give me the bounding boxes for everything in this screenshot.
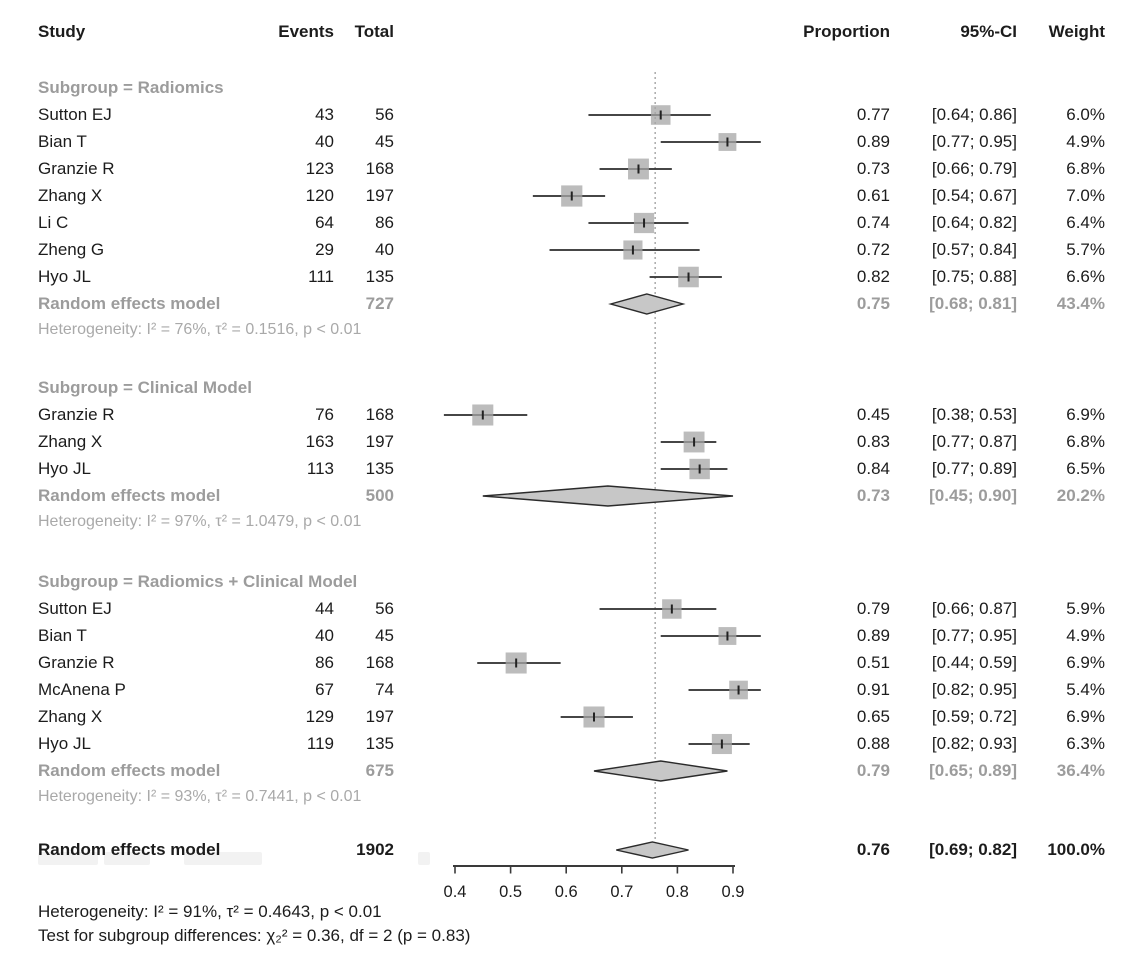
events-value: 44 [315, 599, 334, 618]
study-name: Granzie R [38, 159, 115, 178]
pooled-label: Random effects model [38, 294, 221, 313]
weight-value: 6.3% [1066, 734, 1105, 753]
overall-label: Random effects model [38, 840, 221, 859]
heterogeneity-note: Heterogeneity: I² = 93%, τ² = 0.7441, p < 0.01 [38, 788, 362, 805]
ci-value: [0.66; 0.87] [931, 599, 1017, 618]
estimate-square [628, 159, 649, 180]
pooled-proportion: 0.75 [856, 294, 890, 313]
events-value: 119 [306, 734, 334, 753]
pooled-total: 500 [365, 486, 394, 505]
events-value: 76 [315, 405, 334, 424]
study-name: Zhang X [38, 186, 103, 205]
total-value: 168 [365, 653, 394, 672]
study-name: Hyo JL [38, 267, 91, 286]
proportion-value: 0.89 [856, 626, 890, 645]
total-value: 45 [375, 626, 394, 645]
pooled-diamond [616, 842, 688, 858]
pooled-diamond [594, 761, 727, 781]
proportion-value: 0.77 [856, 105, 890, 124]
total-value: 45 [375, 132, 394, 151]
study-name: Granzie R [38, 653, 115, 672]
study-name: Sutton EJ [38, 105, 112, 124]
events-value: 113 [306, 459, 334, 478]
estimate-square [678, 267, 699, 288]
axis-tick-label: 0.6 [554, 883, 578, 901]
pooled-total: 675 [365, 761, 394, 780]
weight-value: 6.9% [1066, 405, 1105, 424]
study-name: Zheng G [38, 240, 105, 259]
estimate-marker [721, 740, 723, 749]
column-header-total: Total [354, 22, 394, 41]
pooled-ci: [0.68; 0.81] [929, 294, 1017, 313]
estimate-square [719, 133, 737, 151]
estimate-marker [593, 713, 595, 722]
ci-value: [0.82; 0.93] [931, 734, 1017, 753]
ci-value: [0.66; 0.79] [931, 159, 1017, 178]
estimate-square [684, 432, 705, 453]
proportion-value: 0.74 [856, 213, 890, 232]
estimate-square [651, 105, 671, 125]
ci-value: [0.77; 0.95] [931, 132, 1017, 151]
total-value: 74 [375, 680, 394, 699]
estimate-marker [726, 138, 728, 147]
study-name: Sutton EJ [38, 599, 112, 618]
weight-value: 6.8% [1066, 159, 1105, 178]
axis-tick-label: 0.5 [499, 883, 523, 901]
weight-value: 6.0% [1066, 105, 1105, 124]
ci-value: [0.57; 0.84] [931, 240, 1017, 259]
total-value: 168 [365, 405, 394, 424]
estimate-square [634, 213, 654, 233]
estimate-marker [482, 411, 484, 420]
study-name: Granzie R [38, 405, 115, 424]
weight-value: 6.6% [1066, 267, 1105, 286]
estimate-marker [571, 192, 573, 201]
estimate-marker [738, 686, 740, 695]
ci-value: [0.75; 0.88] [931, 267, 1017, 286]
pooled-proportion: 0.73 [856, 486, 890, 505]
proportion-value: 0.73 [856, 159, 890, 178]
estimate-square [729, 681, 748, 700]
pooled-ci: [0.45; 0.90] [929, 486, 1017, 505]
ci-value: [0.82; 0.95] [931, 680, 1017, 699]
proportion-value: 0.83 [856, 432, 890, 451]
column-header-weight: Weight [1048, 22, 1105, 41]
total-value: 135 [365, 459, 394, 478]
pooled-total: 727 [365, 294, 394, 313]
events-value: 67 [315, 680, 334, 699]
study-name: McAnena P [38, 680, 126, 699]
pooled-diamond [611, 294, 683, 314]
events-value: 40 [315, 132, 334, 151]
total-value: 197 [365, 432, 394, 451]
overall-ci: [0.69; 0.82] [929, 840, 1017, 859]
ci-value: [0.44; 0.59] [931, 653, 1017, 672]
weight-value: 5.4% [1066, 680, 1105, 699]
subgroup-header: Subgroup = Radiomics + Clinical Model [38, 572, 358, 591]
ci-value: [0.64; 0.86] [931, 105, 1017, 124]
axis-tick-label: 0.9 [721, 883, 745, 901]
axis-tick-label: 0.7 [610, 883, 634, 901]
estimate-square [719, 627, 737, 645]
proportion-value: 0.65 [856, 707, 890, 726]
ci-value: [0.54; 0.67] [931, 186, 1017, 205]
ghost-artifact [418, 852, 430, 865]
events-value: 29 [315, 240, 334, 259]
pooled-label: Random effects model [38, 486, 221, 505]
events-value: 163 [305, 432, 334, 451]
study-name: Zhang X [38, 432, 103, 451]
study-name: Bian T [38, 132, 87, 151]
proportion-value: 0.91 [856, 680, 890, 699]
estimate-square [712, 734, 732, 754]
pooled-weight: 43.4% [1056, 294, 1105, 313]
total-value: 135 [365, 267, 394, 286]
ci-value: [0.77; 0.95] [931, 626, 1017, 645]
ci-value: [0.64; 0.82] [931, 213, 1017, 232]
column-header-study: Study [38, 22, 86, 41]
total-value: 40 [375, 240, 394, 259]
total-value: 56 [375, 599, 394, 618]
proportion-value: 0.88 [856, 734, 890, 753]
estimate-square [506, 652, 527, 673]
weight-value: 6.9% [1066, 653, 1105, 672]
study-name: Li C [38, 213, 69, 232]
pooled-weight: 36.4% [1056, 761, 1105, 780]
subgroup-header: Subgroup = Radiomics [38, 78, 224, 97]
estimate-marker [632, 246, 634, 255]
proportion-value: 0.45 [856, 405, 890, 424]
estimate-marker [693, 438, 695, 447]
weight-value: 6.9% [1066, 707, 1105, 726]
estimate-square [662, 599, 681, 618]
weight-value: 4.9% [1066, 626, 1105, 645]
axis-tick-label: 0.4 [443, 883, 467, 901]
pooled-diamond [483, 486, 733, 506]
estimate-marker [637, 165, 639, 174]
estimate-marker [726, 632, 728, 641]
pooled-ci: [0.65; 0.89] [929, 761, 1017, 780]
ci-value: [0.38; 0.53] [931, 405, 1017, 424]
ghost-artifact [104, 852, 150, 865]
pooled-label: Random effects model [38, 761, 221, 780]
estimate-square [472, 404, 493, 425]
events-value: 123 [305, 159, 334, 178]
estimate-marker [515, 659, 517, 668]
total-value: 197 [365, 707, 394, 726]
weight-value: 4.9% [1066, 132, 1105, 151]
study-name: Bian T [38, 626, 87, 645]
estimate-square [561, 185, 582, 206]
ci-value: [0.77; 0.87] [931, 432, 1017, 451]
study-name: Hyo JL [38, 459, 91, 478]
heterogeneity-note: Heterogeneity: I² = 76%, τ² = 0.1516, p < 0.01 [38, 321, 362, 338]
estimate-square [623, 240, 642, 259]
total-value: 56 [375, 105, 394, 124]
events-value: 111 [308, 267, 334, 286]
proportion-value: 0.84 [856, 459, 890, 478]
events-value: 129 [305, 707, 334, 726]
weight-value: 6.8% [1066, 432, 1105, 451]
pooled-proportion: 0.79 [856, 761, 890, 780]
study-name: Hyo JL [38, 734, 91, 753]
overall-weight: 100.0% [1047, 840, 1105, 859]
weight-value: 6.5% [1066, 459, 1105, 478]
footnote-heterogeneity: Heterogeneity: I² = 91%, τ² = 0.4643, p < 0.01 [38, 902, 382, 921]
estimate-marker [671, 605, 673, 614]
weight-value: 6.4% [1066, 213, 1105, 232]
total-value: 197 [365, 186, 394, 205]
total-value: 168 [365, 159, 394, 178]
pooled-weight: 20.2% [1056, 486, 1105, 505]
weight-value: 7.0% [1066, 186, 1105, 205]
weight-value: 5.9% [1066, 599, 1105, 618]
column-header-proportion: Proportion [803, 22, 890, 41]
events-value: 64 [315, 213, 334, 232]
proportion-value: 0.72 [856, 240, 890, 259]
overall-total: 1902 [356, 840, 394, 859]
events-value: 120 [305, 186, 334, 205]
events-value: 40 [315, 626, 334, 645]
ghost-artifact [184, 852, 262, 865]
events-value: 43 [315, 105, 334, 124]
column-header-ci: 95%-CI [960, 22, 1017, 41]
proportion-value: 0.61 [856, 186, 890, 205]
proportion-value: 0.79 [856, 599, 890, 618]
study-name: Zhang X [38, 707, 103, 726]
proportion-value: 0.82 [856, 267, 890, 286]
proportion-value: 0.51 [856, 653, 890, 672]
estimate-square [689, 459, 709, 479]
estimate-marker [699, 465, 701, 474]
column-header-events: Events [278, 22, 334, 41]
weight-value: 5.7% [1066, 240, 1105, 259]
total-value: 86 [375, 213, 394, 232]
ci-value: [0.59; 0.72] [931, 707, 1017, 726]
axis-tick-label: 0.8 [665, 883, 689, 901]
ci-value: [0.77; 0.89] [931, 459, 1017, 478]
estimate-marker [688, 273, 690, 282]
estimate-square [583, 706, 604, 727]
events-value: 86 [315, 653, 334, 672]
subgroup-header: Subgroup = Clinical Model [38, 378, 252, 397]
estimate-marker [643, 219, 645, 228]
heterogeneity-note: Heterogeneity: I² = 97%, τ² = 1.0479, p < 0.01 [38, 513, 362, 530]
ghost-artifact [38, 852, 98, 865]
estimate-marker [660, 111, 662, 120]
overall-proportion: 0.76 [856, 840, 890, 859]
proportion-value: 0.89 [856, 132, 890, 151]
footnote-subgroup-test: Test for subgroup differences: χ₂² = 0.36, df = 2 (p = 0.83) [38, 926, 471, 945]
total-value: 135 [365, 734, 394, 753]
